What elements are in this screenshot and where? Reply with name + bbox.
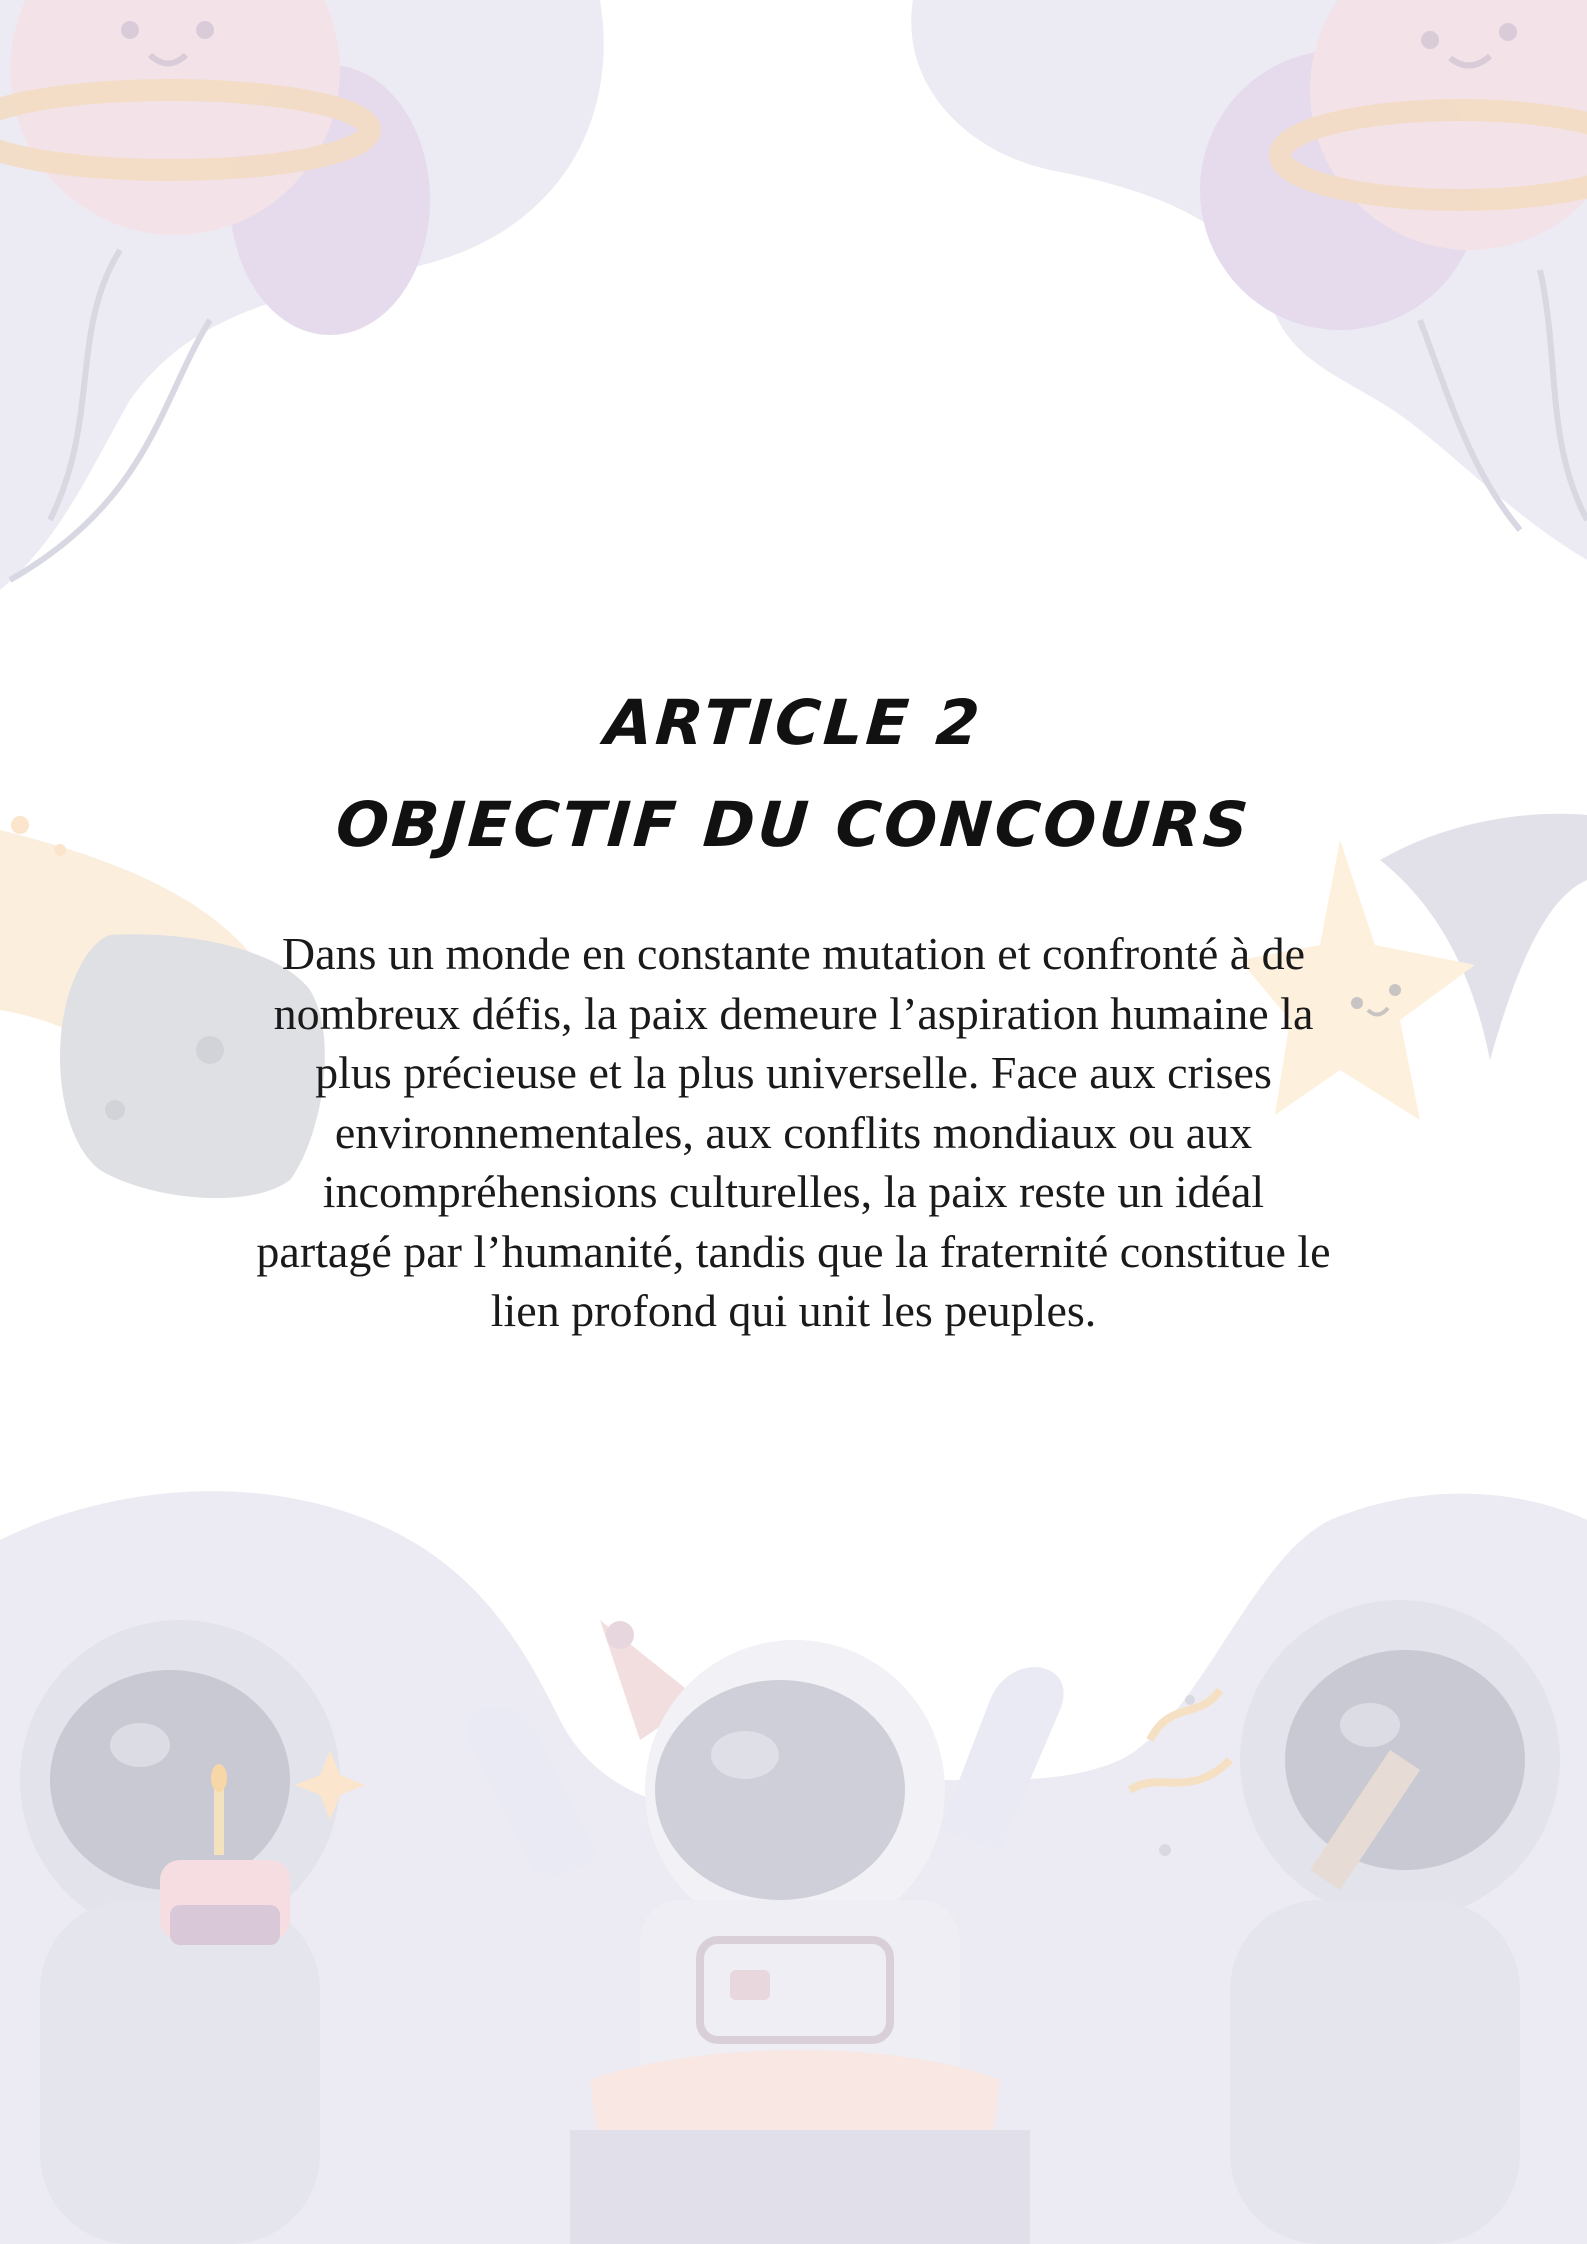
bottom-scene [0, 1491, 1587, 2244]
article-title: OBJECTIF DU CONCOURS [333, 788, 1254, 861]
top-left-balloons [0, 0, 604, 590]
article-paragraph: Dans un monde en constante mutation et confronté à de nombreux défis, la paix demeure l’aspiration humaine la plus précieuse et la plus universelle. Face aux crises environnementales, aux conflits mondiaux ou aux incompréhensions culturelles, la paix reste un idéal partagé par l’humanité, tandis que la fraternité constitue le lien profond qui unit les peuples. [256, 928, 1331, 1336]
article-heading [0, 672, 1587, 876]
article-number: ARTICLE 2 [602, 686, 985, 759]
top-right-balloons [911, 0, 1587, 560]
